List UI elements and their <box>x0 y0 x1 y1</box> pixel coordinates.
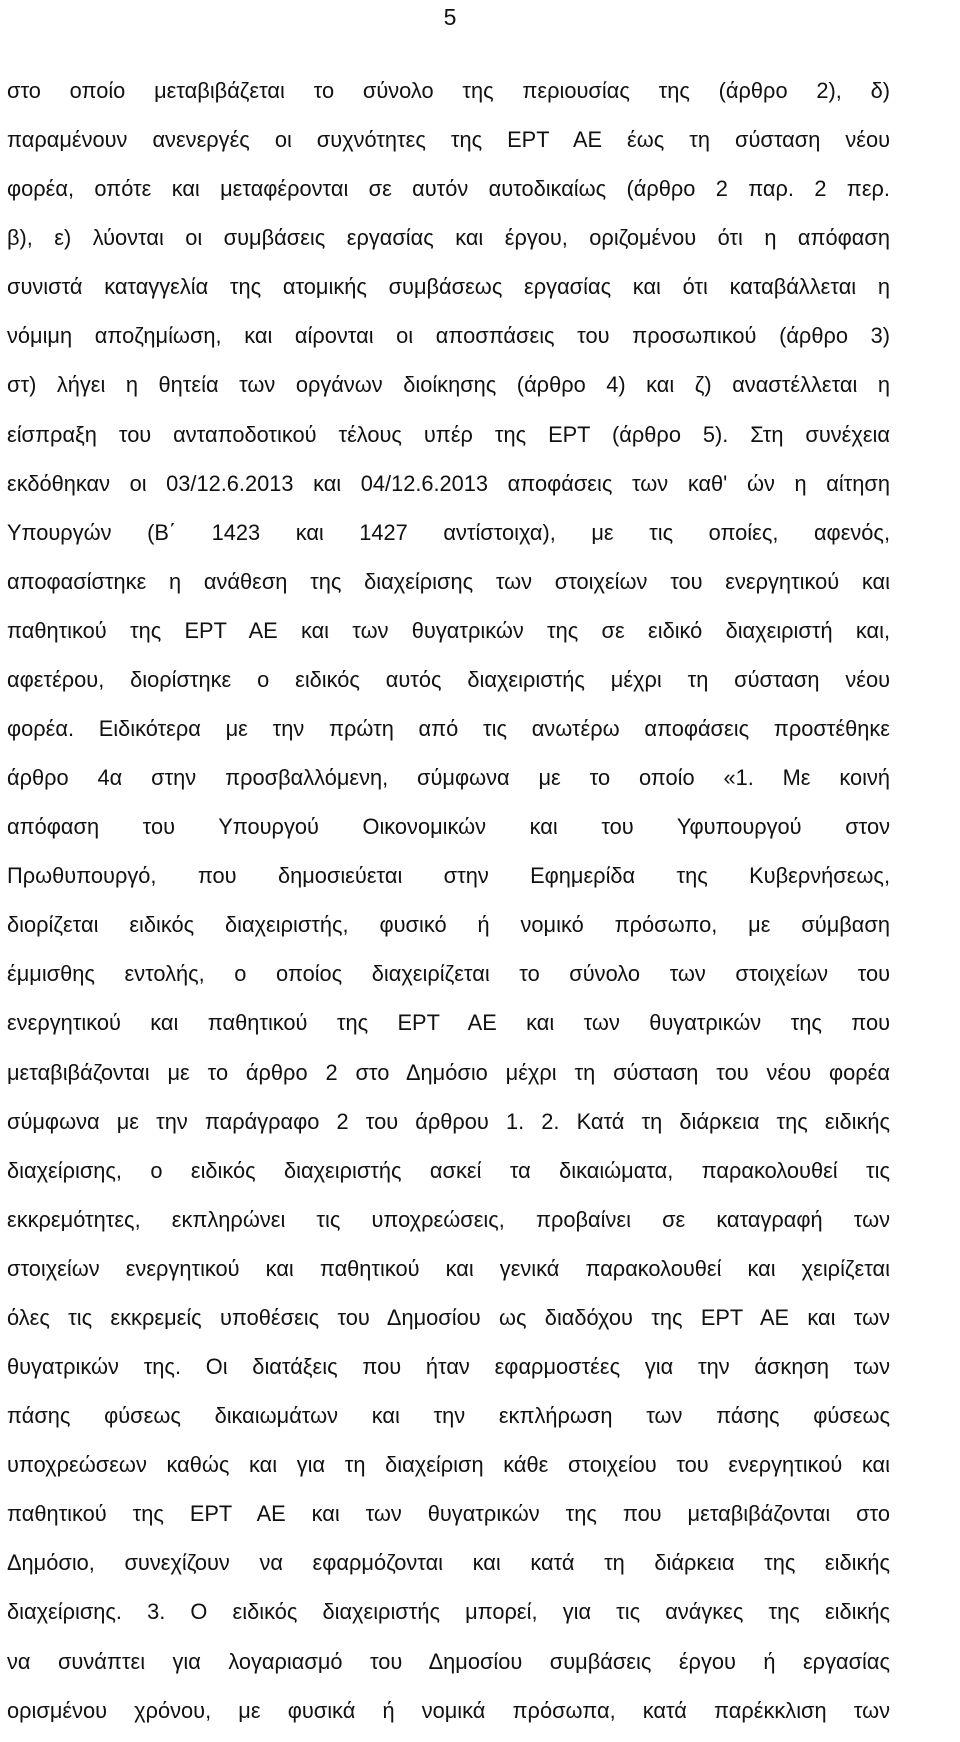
text-line: υποχρεώσεων καθώς και για τη διαχείριση κάθε στοιχείου του ενεργητικού και <box>7 1452 890 1478</box>
text-line: στ) λήγει η θητεία των οργάνων διοίκησης (άρθρο 4) και ζ) αναστέλλεται η <box>7 372 890 398</box>
text-line: έμμισθης εντολής, ο οποίος διαχειρίζεται το σύνολο των στοιχείων του <box>7 961 890 987</box>
text-line: Δημόσιο, συνεχίζουν να εφαρμόζονται και κατά τη διάρκεια της ειδικής <box>7 1550 890 1576</box>
text-line: απόφαση του Υπουργού Οικονομικών και του Υφυπουργού στον <box>7 814 890 840</box>
text-line: αφετέρου, διορίστηκε ο ειδικός αυτός διαχειριστής μέχρι τη σύσταση νέου <box>7 666 890 692</box>
text-line: στοιχείων ενεργητικού και παθητικού και γενικά παρακολουθεί και χειρίζεται <box>7 1255 890 1281</box>
text-line: στο οποίο μεταβιβάζεται το σύνολο της περιουσίας της (άρθρο 2), δ) <box>7 78 890 103</box>
text-line: όλες τις εκκρεμείς υποθέσεις του Δημοσίου ως διαδόχου της ΕΡΤ ΑΕ και των <box>7 1304 890 1330</box>
text-line: εκκρεμότητες, εκπληρώνει τις υποχρεώσεις, προβαίνει σε καταγραφή των <box>7 1206 890 1232</box>
text-line: φορέα. Ειδικότερα με την πρώτη από τις ανωτέρω αποφάσεις προστέθηκε <box>7 716 890 742</box>
text-line: διαχείρισης, ο ειδικός διαχειριστής ασκεί τα δικαιώματα, παρακολουθεί τις <box>7 1157 890 1183</box>
text-line: φορέα, οπότε και μεταφέρονται σε αυτόν αυτοδικαίως (άρθρο 2 παρ. 2 περ. <box>7 176 890 202</box>
text-line: παθητικού της ΕΡΤ ΑΕ και των θυγατρικών της σε ειδικό διαχειριστή και, <box>7 617 890 643</box>
text-line: ενεργητικού και παθητικού της ΕΡΤ ΑΕ και των θυγατρικών της που <box>7 1010 890 1036</box>
text-line: είσπραξη του ανταποδοτικού τέλους υπέρ της ΕΡΤ (άρθρο 5). Στη συνέχεια <box>7 421 890 447</box>
text-line: Υπουργών (Β΄ 1423 και 1427 αντίστοιχα), με τις οποίες, αφενός, <box>7 519 890 545</box>
page-number: 5 <box>443 4 457 30</box>
text-line: εκδόθηκαν οι 03/12.6.2013 και 04/12.6.2013 αποφάσεις των καθ' ών η αίτηση <box>7 470 890 496</box>
text-line: συνιστά καταγγελία της ατομικής συμβάσεως εργασίας και ότι καταβάλλεται η <box>7 274 890 300</box>
text-line: διορίζεται ειδικός διαχειριστής, φυσικό ή νομικό πρόσωπο, με σύμβαση <box>7 912 890 938</box>
text-line: παθητικού της ΕΡΤ ΑΕ και των θυγατρικών της που μεταβιβάζονται στο <box>7 1501 890 1527</box>
text-line: παραμένουν ανενεργές οι συχνότητες της ΕΡΤ ΑΕ έως τη σύσταση νέου <box>7 127 890 153</box>
text-line: αποφασίστηκε η ανάθεση της διαχείρισης των στοιχείων του ενεργητικού και <box>7 568 890 594</box>
body-text <box>7 73 890 1742</box>
text-line: διαχείρισης. 3. Ο ειδικός διαχειριστής μπορεί, για τις ανάγκες της ειδικής <box>7 1599 890 1625</box>
text-line: να συνάπτει για λογαριασμό του Δημοσίου συμβάσεις έργου ή εργασίας <box>7 1648 890 1674</box>
text-line: άρθρο 4α στην προσβαλλόμενη, σύμφωνα με το οποίο «1. Με κοινή <box>7 765 890 791</box>
text-line: πάσης φύσεως δικαιωμάτων και την εκπλήρωση των πάσης φύσεως <box>7 1403 890 1429</box>
text-line: νόμιμη αποζημίωση, και αίρονται οι αποσπάσεις του προσωπικού (άρθρο 3) <box>7 323 890 349</box>
text-line: μεταβιβάζονται με το άρθρο 2 στο Δημόσιο μέχρι τη σύσταση του νέου φορέα <box>7 1059 890 1085</box>
text-line: θυγατρικών της. Οι διατάξεις που ήταν εφαρμοστέες για την άσκηση των <box>7 1354 890 1380</box>
text-line: σύμφωνα με την παράγραφο 2 του άρθρου 1. 2. Κατά τη διάρκεια της ειδικής <box>7 1108 890 1134</box>
text-line: β), ε) λύονται οι συμβάσεις εργασίας και έργου, οριζομένου ότι η απόφαση <box>7 225 890 251</box>
text-line: ορισμένου χρόνου, με φυσικά ή νομικά πρόσωπα, κατά παρέκκλιση των <box>7 1697 890 1723</box>
text-line: Πρωθυπουργό, που δημοσιεύεται στην Εφημερίδα της Κυβερνήσεως, <box>7 863 890 889</box>
